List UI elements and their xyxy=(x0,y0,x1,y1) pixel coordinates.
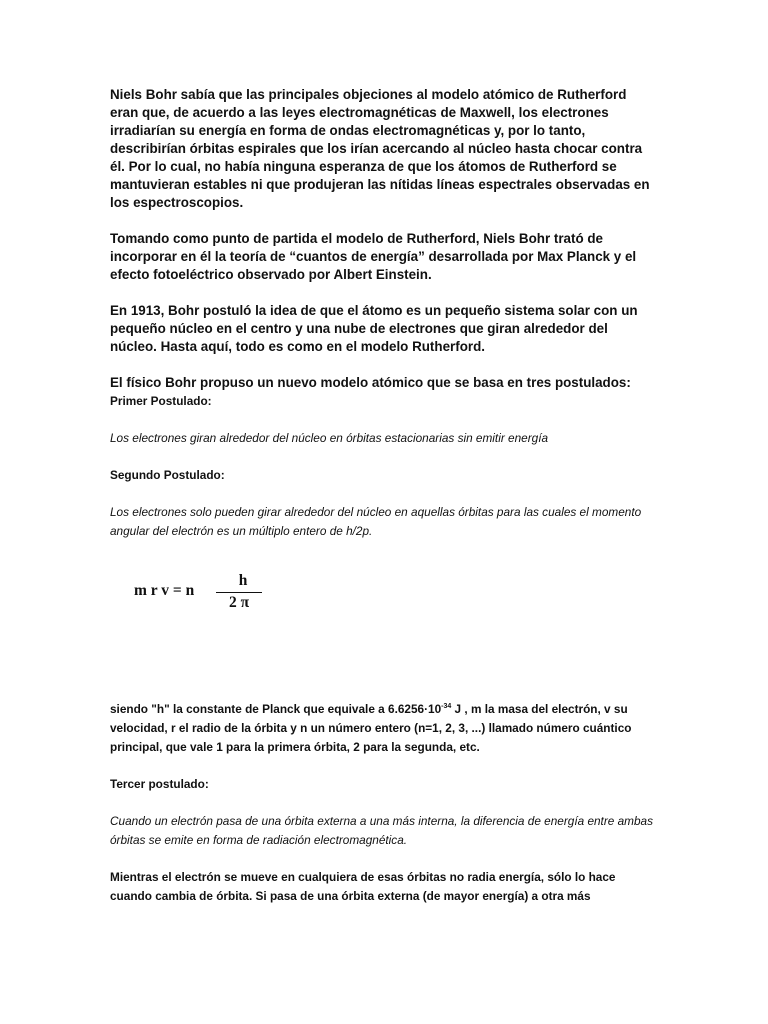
formula-denominator: 2 π xyxy=(228,594,250,611)
planck-exponent: -34 xyxy=(441,703,452,710)
paragraph-1913: En 1913, Bohr postuló la idea de que el átomo es un pequeño sistema solar con un pequeño núcleo en el centro y una nube de electrones que giran alrededor del núcleo. Hasta aquí, todo es como en el modelo Rutherford. xyxy=(110,303,638,354)
first-postulate-text: Los electrones giran alrededor del núcleo en órbitas estacionarias sin emitir energía xyxy=(110,431,549,445)
paragraph-starting-point: Tomando como punto de partida el modelo de Rutherford, Niels Bohr trató de incorporar en él la teoría de “cuantos de energía” desarrollada por Max Planck y el efecto fotoeléctrico observado por Albert Einstein. xyxy=(110,231,637,282)
paragraph-three-postulates: El físico Bohr propuso un nuevo modelo atómico que se basa en tres postulados: xyxy=(110,375,631,390)
planck-text-part1: siendo "h" la constante de Planck que equivale a 6.6256·10 xyxy=(110,702,442,716)
second-postulate-heading: Segundo Postulado: xyxy=(110,468,225,482)
third-postulate-heading: Tercer postulado: xyxy=(110,777,209,791)
final-paragraph: Mientras el electrón se mueve en cualquiera de esas órbitas no radia energía, sólo lo hace cuando cambia de órbita. Si pasa de una órbita externa (de mayor energía) a otra más xyxy=(110,870,616,903)
third-postulate-text: Cuando un electrón pasa de una órbita externa a una más interna, la diferencia de energía entre ambas órbitas se emite en forma de radiación electromagnética. xyxy=(110,814,654,847)
paragraph-bohr-objections: Niels Bohr sabía que las principales objeciones al modelo atómico de Rutherford eran que, de acuerdo a las leyes electromagnéticas de Maxwell, los electrones irradiarían su energía en forma de ondas electromagnéticas y, por lo tanto, describirían órbitas espirales que los irían acercando al núcleo hasta chocar contra él. Por lo cual, no había ninguna esperanza de que los átomos de Rutherford se mantuvieran estables ni que produjeran las nítidas líneas espectrales observadas en los espectroscopios. xyxy=(110,87,650,210)
formula-lhs: m r v = n xyxy=(134,582,195,599)
document-body xyxy=(110,86,655,906)
first-postulate-heading: Primer Postulado: xyxy=(110,394,212,408)
formula-numerator: h xyxy=(238,572,248,589)
planck-text-part2: J , m la masa del electrón, v su velocidad, r el radio de la órbita y n un número entero (n=1, 2, 3, ...) llamado número cuántico principal, que vale 1 para la primera órbita, 2 para la segunda, etc. xyxy=(110,702,632,754)
second-postulate-text: Los electrones solo pueden girar alrededor del núcleo en aquellas órbitas para las cuales el momento angular del electrón es un múltiplo entero de h/2p. xyxy=(110,505,642,538)
planck-paragraph xyxy=(110,700,655,757)
